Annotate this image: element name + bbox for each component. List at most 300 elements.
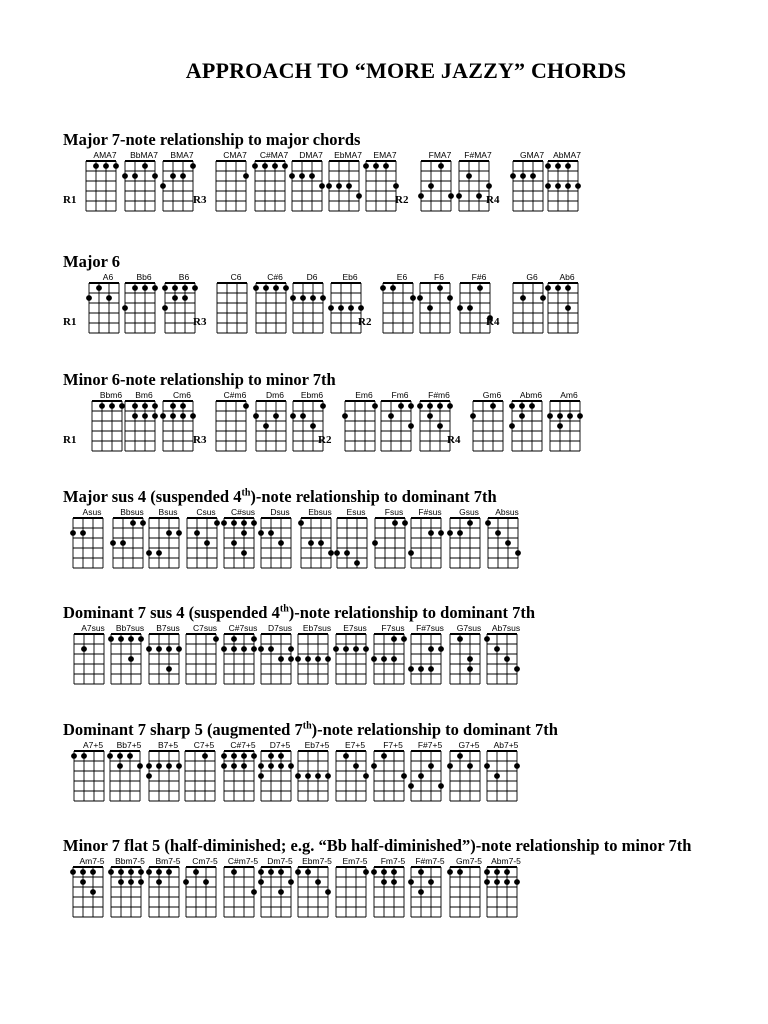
finger-dot: [214, 520, 220, 526]
finger-dot: [128, 636, 134, 642]
finger-dot: [172, 285, 178, 291]
finger-dot: [152, 285, 158, 291]
chord-name: D7sus: [267, 623, 293, 633]
chord-name: Ab6: [559, 272, 575, 282]
chord-name: Asus: [82, 507, 102, 517]
chord-diagram: [254, 150, 294, 220]
finger-dot: [310, 423, 316, 429]
finger-dot: [354, 560, 360, 566]
chord-diagram: [72, 507, 112, 577]
finger-dot: [520, 295, 526, 301]
section-title: Dominant 7 sharp 5 (augmented 7th)-note relationship to dominant 7th: [63, 720, 558, 739]
fretboard-grid: [185, 866, 217, 918]
finger-dot: [258, 530, 264, 536]
finger-dot: [476, 193, 482, 199]
chord-diagram: [459, 272, 499, 342]
finger-dot: [372, 540, 378, 546]
chord-name: Bsus: [158, 507, 178, 517]
section-major7: [63, 130, 763, 242]
chord-diagram: [216, 272, 256, 342]
finger-dot: [417, 403, 423, 409]
finger-dot: [278, 753, 284, 759]
finger-dot: [545, 163, 551, 169]
chord-name: G7+5: [458, 740, 480, 750]
finger-dot: [263, 285, 269, 291]
finger-dot: [231, 753, 237, 759]
finger-dot: [484, 636, 490, 642]
section-dom7sharp5: [63, 720, 763, 832]
chord-diagram: [124, 150, 164, 220]
finger-dot: [152, 403, 158, 409]
chord-diagram: [291, 150, 331, 220]
chord-diagram: [292, 390, 332, 460]
chord-name: Fsus: [384, 507, 404, 517]
finger-dot: [81, 753, 87, 759]
finger-dot: [190, 163, 196, 169]
finger-dot: [122, 173, 128, 179]
finger-dot: [268, 763, 274, 769]
fretboard-grid: [91, 400, 123, 452]
finger-dot: [243, 173, 249, 179]
fretboard-grid: [148, 750, 180, 802]
chord-diagram: [547, 272, 587, 342]
fretboard-grid: [374, 517, 406, 569]
finger-dot: [160, 413, 166, 419]
finger-dot: [283, 285, 289, 291]
chord-name: C#m6: [223, 390, 247, 400]
finger-dot: [231, 540, 237, 546]
fretboard-grid: [255, 282, 287, 334]
finger-dot: [325, 773, 331, 779]
finger-dot: [99, 403, 105, 409]
chord-name: BbMA7: [130, 150, 158, 160]
finger-dot: [363, 163, 369, 169]
finger-dot: [381, 869, 387, 875]
finger-dot: [192, 285, 198, 291]
fretboard-grid: [124, 282, 156, 334]
fretboard-grid: [420, 160, 452, 212]
finger-dot: [504, 879, 510, 885]
fretboard-grid: [365, 160, 397, 212]
finger-dot: [438, 783, 444, 789]
chord-diagram: [449, 623, 489, 693]
finger-dot: [371, 656, 377, 662]
finger-dot: [336, 183, 342, 189]
chord-name: Ebsus: [308, 507, 332, 517]
finger-dot: [447, 763, 453, 769]
chord-diagram: [410, 856, 450, 926]
finger-dot: [146, 869, 152, 875]
finger-dot: [308, 540, 314, 546]
chord-diagram: [162, 390, 202, 460]
finger-dot: [146, 646, 152, 652]
fretboard-grid: [380, 400, 412, 452]
chord-diagram: [112, 507, 152, 577]
chord-name: E7+5: [344, 740, 366, 750]
finger-dot: [96, 285, 102, 291]
finger-dot: [156, 869, 162, 875]
finger-dot: [557, 423, 563, 429]
finger-dot: [182, 285, 188, 291]
finger-dot: [288, 763, 294, 769]
finger-dot: [393, 183, 399, 189]
chord-diagram: [223, 740, 263, 810]
finger-dot: [251, 636, 257, 642]
finger-dot: [418, 773, 424, 779]
chord-diagram: [72, 856, 112, 926]
finger-dot: [166, 646, 172, 652]
finger-dot: [142, 163, 148, 169]
section-title: Minor 7 flat 5 (half-diminished; e.g. “Bb half-diminished”)-note relationship to minor 7th: [63, 836, 692, 855]
fretboard-grid: [487, 517, 519, 569]
finger-dot: [110, 540, 116, 546]
section-title: Major 7-note relationship to major chords: [63, 130, 361, 149]
finger-dot: [494, 879, 500, 885]
chord-diagram: [148, 623, 188, 693]
finger-dot: [408, 879, 414, 885]
finger-dot: [320, 403, 326, 409]
finger-dot: [108, 636, 114, 642]
chord-diagram: [335, 856, 375, 926]
chord-name: F6: [434, 272, 444, 282]
finger-dot: [437, 403, 443, 409]
finger-dot: [300, 413, 306, 419]
fretboard-grid: [215, 400, 247, 452]
fretboard-grid: [335, 750, 367, 802]
finger-dot: [427, 305, 433, 311]
chord-diagram: [88, 272, 128, 342]
finger-dot: [162, 305, 168, 311]
fretboard-grid: [382, 282, 414, 334]
finger-dot: [408, 423, 414, 429]
finger-dot: [176, 530, 182, 536]
finger-dot: [391, 879, 397, 885]
finger-dot: [132, 173, 138, 179]
chord-diagram: [449, 740, 489, 810]
chord-name: C7sus: [192, 623, 218, 633]
chord-diagram: [148, 856, 188, 926]
chord-name: Bb7+5: [116, 740, 142, 750]
chord-diagram: [297, 856, 337, 926]
finger-dot: [241, 520, 247, 526]
finger-dot: [438, 646, 444, 652]
fretboard-grid: [449, 517, 481, 569]
finger-dot: [418, 889, 424, 895]
finger-dot: [408, 783, 414, 789]
fretboard-grid: [162, 400, 194, 452]
fretboard-grid: [73, 750, 105, 802]
chord-name: CMA7: [223, 150, 247, 160]
finger-dot: [371, 869, 377, 875]
finger-dot: [118, 636, 124, 642]
chord-diagram: [223, 623, 263, 693]
root-label: R2: [358, 316, 372, 328]
finger-dot: [348, 305, 354, 311]
chord-name: F#6: [471, 272, 487, 282]
fretboard-grid: [110, 633, 142, 685]
fretboard-grid: [223, 633, 255, 685]
finger-dot: [258, 773, 264, 779]
finger-dot: [127, 753, 133, 759]
root-label: R3: [193, 316, 207, 328]
fretboard-grid: [328, 160, 360, 212]
chord-name: F#m6: [428, 390, 450, 400]
finger-dot: [484, 879, 490, 885]
finger-dot: [401, 636, 407, 642]
finger-dot: [519, 413, 525, 419]
finger-dot: [495, 530, 501, 536]
chord-name: Bm6: [135, 390, 153, 400]
finger-dot: [213, 636, 219, 642]
fretboard-grid: [215, 160, 247, 212]
finger-dot: [170, 173, 176, 179]
finger-dot: [80, 869, 86, 875]
chord-diagram: [512, 272, 552, 342]
chord-diagram: [344, 390, 384, 460]
finger-dot: [494, 869, 500, 875]
fretboard-grid: [260, 750, 292, 802]
finger-dot: [132, 403, 138, 409]
finger-dot: [315, 773, 321, 779]
finger-dot: [166, 869, 172, 875]
finger-dot: [241, 530, 247, 536]
chord-name: B7sus: [156, 623, 180, 633]
finger-dot: [170, 413, 176, 419]
finger-dot: [565, 183, 571, 189]
finger-dot: [567, 413, 573, 419]
chord-name: D6: [306, 272, 318, 282]
finger-dot: [156, 646, 162, 652]
chord-name: B7+5: [157, 740, 179, 750]
finger-dot: [132, 285, 138, 291]
finger-dot: [343, 646, 349, 652]
chord-name: Bb6: [136, 272, 152, 282]
finger-dot: [295, 656, 301, 662]
chord-diagram: [73, 623, 113, 693]
finger-dot: [289, 173, 295, 179]
chord-diagram: [511, 390, 551, 460]
finger-dot: [288, 879, 294, 885]
chord-diagram: [486, 856, 526, 926]
chord-name: C#7sus: [228, 623, 258, 633]
chord-diagram: [109, 740, 149, 810]
finger-dot: [565, 305, 571, 311]
chord-diagram: [85, 150, 125, 220]
finger-dot: [485, 520, 491, 526]
fretboard-grid: [419, 282, 451, 334]
finger-dot: [520, 173, 526, 179]
finger-dot: [557, 413, 563, 419]
chord-diagram: [410, 507, 450, 577]
chord-diagram: [260, 740, 300, 810]
finger-dot: [504, 869, 510, 875]
finger-dot: [202, 753, 208, 759]
finger-dot: [278, 540, 284, 546]
finger-dot: [353, 646, 359, 652]
finger-dot: [137, 763, 143, 769]
finger-dot: [241, 550, 247, 556]
finger-dot: [363, 869, 369, 875]
chord-diagram: [164, 272, 207, 342]
finger-dot: [142, 413, 148, 419]
root-label: R1: [63, 194, 77, 206]
finger-dot: [363, 646, 369, 652]
finger-dot: [514, 666, 520, 672]
finger-dot: [193, 869, 199, 875]
root-label: R2: [395, 194, 409, 206]
finger-dot: [81, 646, 87, 652]
chord-name: Esus: [346, 507, 366, 517]
fretboard-grid: [410, 517, 442, 569]
finger-dot: [278, 869, 284, 875]
finger-dot: [305, 869, 311, 875]
fretboard-grid: [486, 633, 518, 685]
fretboard-grid: [511, 400, 543, 452]
fretboard-grid: [148, 866, 180, 918]
finger-dot: [231, 763, 237, 769]
finger-dot: [142, 285, 148, 291]
finger-dot: [128, 879, 134, 885]
finger-dot: [243, 403, 249, 409]
fretboard-grid: [223, 866, 255, 918]
chord-name: BMA7: [170, 150, 194, 160]
chord-diagram: [73, 740, 113, 810]
finger-dot: [418, 869, 424, 875]
fretboard-grid: [549, 400, 581, 452]
finger-dot: [309, 173, 315, 179]
chord-diagram: [255, 390, 295, 460]
fretboard-grid: [73, 633, 105, 685]
fretboard-grid: [547, 282, 579, 334]
finger-dot: [328, 305, 334, 311]
finger-dot: [490, 403, 496, 409]
fretboard-grid: [148, 633, 180, 685]
finger-dot: [300, 295, 306, 301]
chord-name: A7+5: [82, 740, 104, 750]
finger-dot: [241, 763, 247, 769]
finger-dot: [170, 403, 176, 409]
fretboard-grid: [124, 400, 156, 452]
finger-dot: [372, 403, 378, 409]
finger-dot: [353, 763, 359, 769]
finger-dot: [319, 183, 325, 189]
fretboard-grid: [410, 750, 442, 802]
chord-diagram: [260, 856, 300, 926]
finger-dot: [156, 763, 162, 769]
fretboard-grid: [410, 633, 442, 685]
finger-dot: [290, 295, 296, 301]
finger-dot: [514, 879, 520, 885]
root-label: R1: [63, 434, 77, 446]
finger-dot: [334, 550, 340, 556]
finger-dot: [408, 666, 414, 672]
finger-dot: [278, 889, 284, 895]
fretboard-grid: [486, 866, 518, 918]
finger-dot: [391, 656, 397, 662]
finger-dot: [447, 530, 453, 536]
fretboard-grid: [373, 750, 405, 802]
finger-dot: [565, 285, 571, 291]
fretboard-grid: [260, 866, 292, 918]
chord-name: C#m7-5: [227, 856, 259, 866]
finger-dot: [555, 285, 561, 291]
finger-dot: [305, 773, 311, 779]
finger-dot: [128, 869, 134, 875]
finger-dot: [182, 295, 188, 301]
finger-dot: [122, 305, 128, 311]
finger-dot: [108, 869, 114, 875]
finger-dot: [380, 285, 386, 291]
fretboard-grid: [373, 633, 405, 685]
chord-diagram: [336, 507, 376, 577]
chord-name: Csus: [196, 507, 216, 517]
chord-diagram: [162, 150, 202, 220]
finger-dot: [253, 285, 259, 291]
chord-diagram: [124, 272, 164, 342]
finger-dot: [555, 183, 561, 189]
finger-dot: [456, 193, 462, 199]
finger-dot: [268, 530, 274, 536]
chord-name: A7sus: [81, 623, 105, 633]
finger-dot: [428, 183, 434, 189]
finger-dot: [290, 413, 296, 419]
finger-dot: [326, 183, 332, 189]
fretboard-grid: [112, 517, 144, 569]
finger-dot: [80, 530, 86, 536]
root-label: R4: [447, 434, 461, 446]
finger-dot: [176, 763, 182, 769]
chord-diagram: [223, 856, 263, 926]
finger-dot: [251, 646, 257, 652]
chord-name: AbMA7: [553, 150, 581, 160]
fretboard-grid: [373, 866, 405, 918]
fretboard-grid: [162, 160, 194, 212]
fretboard-grid: [486, 750, 518, 802]
fretboard-grid: [216, 282, 248, 334]
finger-dot: [231, 869, 237, 875]
finger-dot: [388, 413, 394, 419]
finger-dot: [437, 423, 443, 429]
fretboard-grid: [260, 517, 292, 569]
fretboard-grid: [297, 633, 329, 685]
finger-dot: [494, 646, 500, 652]
finger-dot: [467, 763, 473, 769]
root-label: R3: [193, 194, 207, 206]
chord-diagram: [373, 623, 413, 693]
fretboard-grid: [164, 282, 196, 334]
finger-dot: [204, 540, 210, 546]
finger-dot: [509, 423, 515, 429]
chord-diagram: [186, 507, 226, 577]
chord-name: Ab7sus: [491, 623, 521, 633]
chord-name: Dm7-5: [267, 856, 293, 866]
chord-diagram: [374, 507, 414, 577]
chord-diagram: [184, 740, 224, 810]
chord-diagram: [185, 856, 225, 926]
finger-dot: [342, 413, 348, 419]
chord-name: Eb6: [342, 272, 358, 282]
finger-dot: [447, 403, 453, 409]
chord-name: DMA7: [299, 150, 323, 160]
finger-dot: [221, 763, 227, 769]
finger-dot: [146, 550, 152, 556]
chord-diagram: [486, 740, 526, 810]
finger-dot: [447, 295, 453, 301]
chord-diagram: [373, 740, 413, 810]
finger-dot: [373, 163, 379, 169]
finger-dot: [577, 413, 583, 419]
finger-dot: [310, 295, 316, 301]
